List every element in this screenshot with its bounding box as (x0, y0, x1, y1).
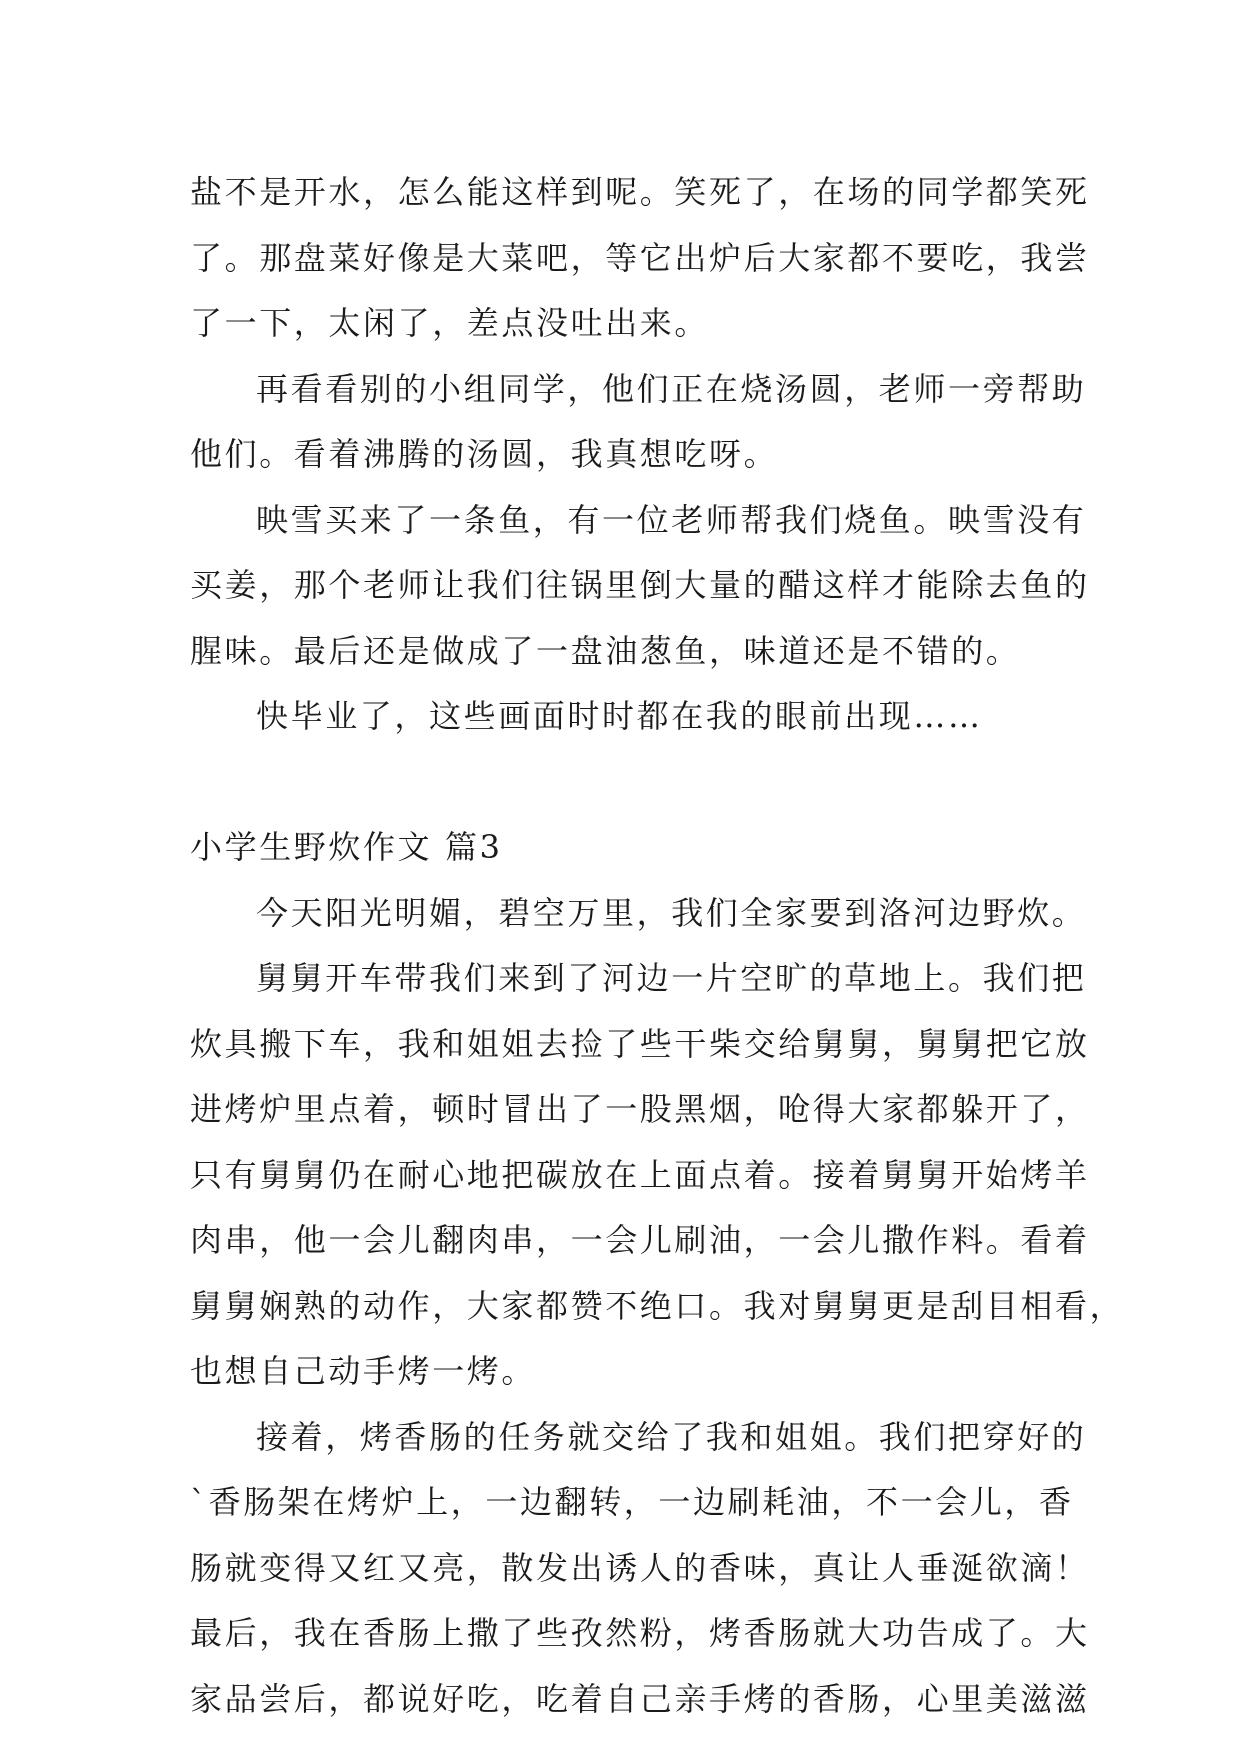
text-line: 了一下，太闲了，差点没吐出来。 (190, 304, 710, 342)
text-line: 肉串，他一会儿翻肉串，一会儿刷油，一会儿撒作料。看着 (190, 1221, 1090, 1259)
paragraph-start-line: 快毕业了，这些画面时时都在我的眼前出现…… (256, 697, 983, 735)
text-line: 腥味。最后还是做成了一盘油葱鱼，味道还是不错的。 (190, 631, 1021, 670)
text-line: 了。那盘菜好像是大菜吧，等它出炉后大家都不要吃，我尝 (190, 238, 1090, 277)
document-body (190, 160, 1125, 1732)
text-line: 进烤炉里点着，顿时冒出了一股黑烟，呛得大家都躲开了， (190, 1090, 1090, 1128)
text-line: 肠就变得又红又亮，散发出诱人的香味，真让人垂涎欲滴！ (190, 1548, 1090, 1587)
section-heading: 小学生野炊作文 篇3 (190, 828, 503, 866)
section-gap (190, 750, 1060, 816)
text-line: 买姜，那个老师让我们往锅里倒大量的醋这样才能除去鱼的 (190, 566, 1090, 604)
paragraph-start-line: 今天阳光明媚，碧空万里，我们全家要到洛河边野炊。 (256, 893, 1087, 932)
text-line: 也想自己动手烤一烤。 (190, 1352, 537, 1390)
paragraph-start-line: 映雪买来了一条鱼，有一位老师帮我们烧鱼。映雪没有 (256, 500, 1087, 539)
paragraph-start-line: 舅舅开车带我们来到了河边一片空旷的草地上。我们把 (256, 959, 1087, 997)
text-line: 炊具搬下车，我和姐姐去捡了些干柴交给舅舅，舅舅把它放 (190, 1024, 1090, 1063)
text-line: 只有舅舅仍在耐心地把碳放在上面点着。接着舅舅开始烤羊 (190, 1155, 1090, 1194)
text-line: `香肠架在烤炉上，一边翻转，一边刷耗油，不一会儿，香 (190, 1483, 1074, 1521)
text-line: 盐不是开水，怎么能这样到呢。笑死了，在场的同学都笑死 (190, 173, 1090, 211)
text-line: 最后，我在香肠上撒了些孜然粉，烤香肠就大功告成了。大 (190, 1614, 1090, 1652)
text-line: 他们。看着沸腾的汤圆，我真想吃呀。 (190, 435, 779, 473)
text-line: 舅舅娴熟的动作，大家都赞不绝口。我对舅舅更是刮目相看， (190, 1286, 1125, 1325)
text-line: 家品尝后，都说好吃，吃着自己亲手烤的香肠，心里美滋滋 (190, 1679, 1090, 1718)
paragraph-start-line: 再看看别的小组同学，他们正在烧汤圆，老师一旁帮助 (256, 369, 1087, 408)
paragraph-start-line: 接着，烤香肠的任务就交给了我和姐姐。我们把穿好的 (256, 1417, 1087, 1456)
